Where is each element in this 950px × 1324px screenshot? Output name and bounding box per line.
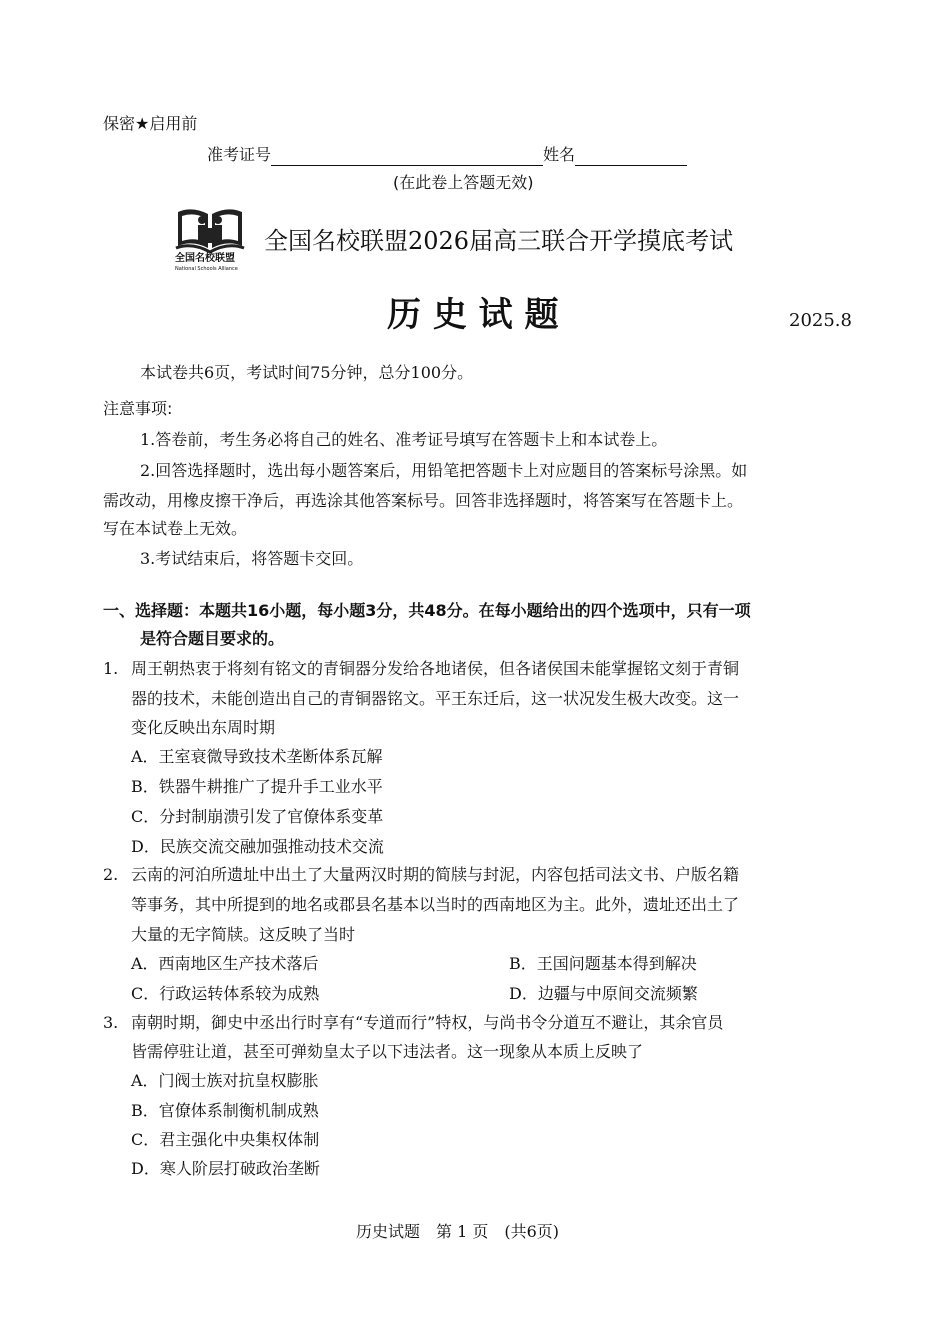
exam-number-field[interactable]	[271, 149, 543, 166]
exam-number-label: 准考证号	[207, 145, 272, 164]
question-stem: 云南的河泊所遗址中出土了大量两汉时期的简牍与封泥，内容包括司法文书、户版名籍	[131, 865, 740, 884]
exam-info-line	[207, 144, 687, 166]
option-b: B．铁器牛耕推广了提升手工业水平	[131, 777, 383, 796]
exam-date: 2025.8	[789, 310, 852, 331]
question-stem: 大量的无字简牍。这反映了当时	[131, 925, 356, 944]
question-number: 1.	[103, 659, 119, 678]
book-logo-icon	[172, 198, 248, 260]
notice-item-2-line1: 2.回答选择题时，选出每小题答案后，用铅笔把答题卡上对应题目的答案标号涂黑。如	[140, 461, 748, 480]
question-number: 2.	[103, 865, 119, 884]
notice-item-2-line2: 需改动，用橡皮擦干净后，再选涂其他答案标号。回答非选择题时，将答案写在答题卡上。	[103, 491, 744, 510]
exam-title: 全国名校联盟2026届高三联合开学摸底考试	[264, 227, 734, 255]
question-stem: 周王朝热衷于将刻有铭文的青铜器分发给各地诸侯，但各诸侯国未能掌握铭文刻于青铜	[131, 659, 740, 678]
question-stem: 等事务，其中所提到的地名或郡县名基本以当时的西南地区为主。此外，遗址还出土了	[131, 895, 740, 914]
notice-item-2-line3: 写在本试卷上无效。	[103, 519, 248, 538]
question-stem: 器的技术，未能创造出自己的青铜器铭文。平王东迁后，这一状况发生极大改变。这一	[131, 689, 740, 708]
invalid-answer-note: (在此卷上答题无效)	[393, 173, 534, 192]
section-heading-line1: 一、选择题：本题共16小题，每小题3分，共48分。在每小题给出的四个选项中，只有一项	[103, 601, 751, 620]
option-b: B．官僚体系制衡机制成熟	[131, 1101, 319, 1120]
name-field[interactable]	[575, 149, 687, 166]
option-c: C．行政运转体系较为成熟	[131, 984, 320, 1003]
option-d: D．边疆与中原间交流频繁	[509, 984, 698, 1003]
confidential-label: 保密★启用前	[103, 114, 198, 133]
option-d: D．民族交流交融加强推动技术交流	[131, 837, 384, 856]
question-stem: 皆需停驻让道，甚至可弹劾皇太子以下违法者。这一现象从本质上反映了	[131, 1042, 644, 1061]
option-c: C．分封制崩溃引发了官僚体系变革	[131, 807, 384, 826]
option-c: C．君主强化中央集权体制	[131, 1130, 320, 1149]
question-stem: 变化反映出东周时期	[131, 718, 276, 737]
name-label: 姓名	[543, 145, 576, 164]
subject-title: 历 史 试 题	[387, 295, 559, 335]
notice-item-1: 1.答卷前，考生务必将自己的姓名、准考证号填写在答题卡上和本试卷上。	[140, 430, 668, 449]
option-d: D．寒人阶层打破政治垄断	[131, 1159, 320, 1178]
question-stem: 南朝时期，御史中丞出行时享有“专道而行”特权，与尚书令分道互不避让，其余官员	[131, 1013, 724, 1032]
option-a: A．门阀士族对抗皇权膨胀	[131, 1071, 319, 1090]
notice-item-3: 3.考试结束后，将答题卡交回。	[140, 549, 364, 568]
section-heading-line2: 是符合题目要求的。	[140, 629, 285, 648]
notice-heading: 注意事项:	[103, 399, 173, 418]
page-footer: 历史试题 第 1 页 (共6页)	[356, 1222, 560, 1241]
alliance-logo	[172, 198, 248, 274]
option-a: A．王室衰微导致技术垄断体系瓦解	[131, 747, 383, 766]
option-b: B．王国问题基本得到解决	[509, 954, 697, 973]
option-a: A．西南地区生产技术落后	[131, 954, 319, 973]
exam-intro: 本试卷共6页，考试时间75分钟，总分100分。	[140, 363, 474, 382]
logo-en-text: National Schools Alliance	[175, 266, 238, 272]
question-number: 3.	[103, 1013, 119, 1032]
logo-cn-text: 全国名校联盟	[175, 253, 235, 264]
